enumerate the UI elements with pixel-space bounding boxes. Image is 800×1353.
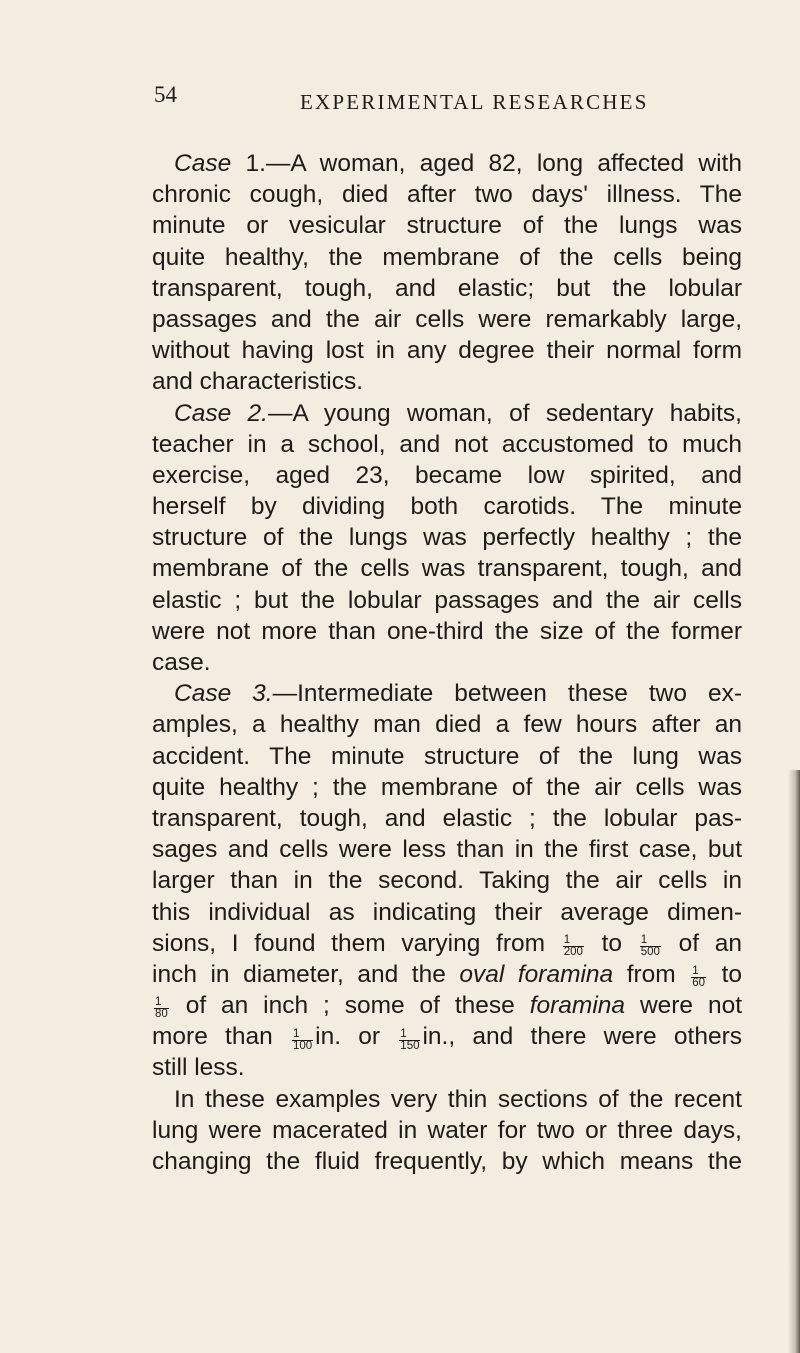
- fraction: $\frac{1}{80}$: [155, 996, 168, 1021]
- text-line: In these examples very thin sections of the recent: [174, 1085, 742, 1113]
- text-line: case.: [152, 649, 211, 676]
- text-line: quite healthy, the membrane of the cells being: [152, 243, 742, 271]
- text-line: changing the fluid frequently, by which means the: [152, 1148, 742, 1175]
- text-line: lung were macerated in water for two or three days,: [152, 1116, 742, 1144]
- page-edge-shadow: [788, 770, 800, 1353]
- text-line: passages and the air cells were remarkably large,: [152, 305, 742, 333]
- text-line: Case 2.—A young woman, of sedentary habits,: [174, 399, 742, 427]
- text-line: without having lost in any degree their normal form: [152, 337, 742, 365]
- text-line: structure of the lungs was perfectly healthy ; the: [152, 524, 742, 552]
- text-line: elastic ; but the lobular passages and the air cells: [152, 586, 742, 614]
- fraction: $\frac{1}{500}$: [640, 934, 660, 959]
- page-number: 54: [154, 82, 177, 107]
- text-line: were not more than one-third the size of the former: [152, 617, 742, 645]
- text-line: $\frac{1}{80}$ of an inch ; some of these foramina were not: [155, 992, 742, 1021]
- fraction: $\frac{1}{200}$: [563, 934, 583, 959]
- text-line: this individual as indicating their average dimen-: [152, 898, 742, 926]
- text-line: herself by dividing both carotids. The minute: [152, 493, 742, 521]
- text-line: amples, a healthy man died a few hours after an: [152, 711, 742, 739]
- fraction: $\frac{1}{60}$: [692, 965, 706, 990]
- text-line: sages and cells were less than in the first case, but: [152, 836, 742, 864]
- text-line: minute or vesicular structure of the lungs was: [152, 212, 742, 240]
- text-line: larger than in the second. Taking the air cells in: [152, 867, 742, 895]
- running-head: EXPERIMENTAL RESEARCHES: [300, 90, 649, 114]
- text-line: Case 3.—Intermediate between these two ex-: [174, 680, 742, 708]
- text-line: membrane of the cells was transparent, tough, and: [152, 555, 742, 583]
- text-line: teacher in a school, and not accustomed to much: [152, 430, 742, 458]
- text-line: inch in diameter, and the oval foramina from $\frac{1}{60}$ to: [152, 960, 742, 990]
- text-line: accident. The minute structure of the lung was: [152, 742, 742, 770]
- text-line: transparent, tough, and elastic ; the lobular pas-: [152, 804, 742, 832]
- text-line: and characteristics.: [152, 368, 364, 396]
- fraction: $\frac{1}{100}$: [292, 1027, 313, 1052]
- text-line: exercise, aged 23, became low spirited, and: [152, 461, 742, 489]
- text-line: more than $\frac{1}{100}$ in. or $\frac{1}{150}$ in., and there were others: [152, 1023, 742, 1052]
- fraction: $\frac{1}{150}$: [400, 1027, 420, 1052]
- text-line: chronic cough, died after two days' illness. The: [152, 181, 742, 209]
- text-line: sions, I found them varying from $\frac{1}{200}$ to $\frac{1}{500}$ of an: [152, 929, 742, 959]
- text-line: still less.: [152, 1054, 245, 1082]
- text-line: quite healthy ; the membrane of the air cells was: [152, 773, 742, 801]
- body-text: [152, 148, 742, 1177]
- text-line: transparent, tough, and elastic; but the lobular: [152, 274, 742, 302]
- text-line: Case 1.—A woman, aged 82, long affected with: [174, 150, 742, 177]
